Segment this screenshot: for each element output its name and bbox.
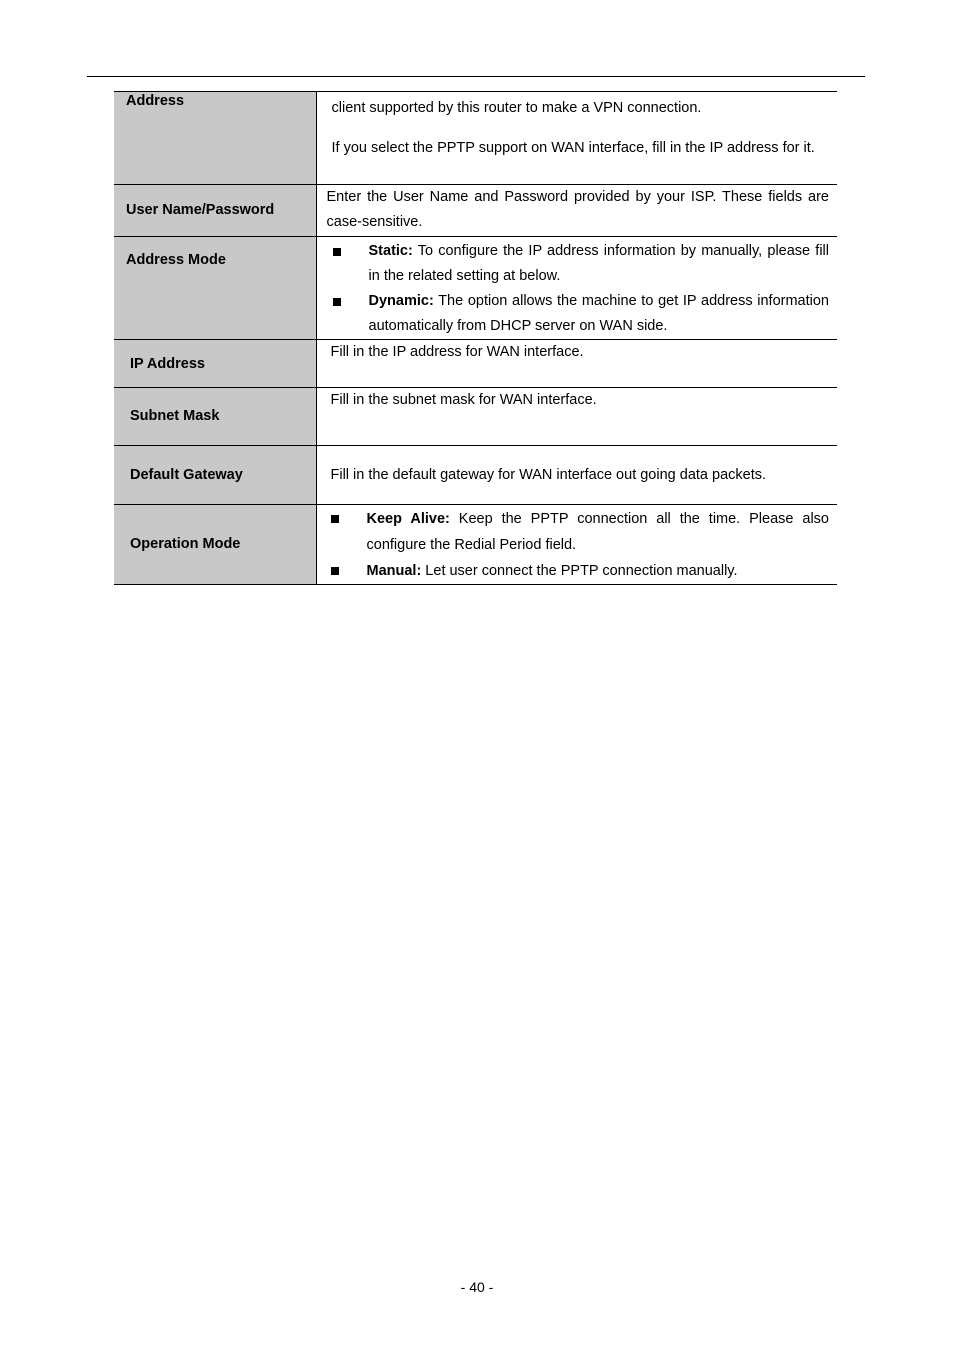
- param-desc-cell: [316, 446, 837, 505]
- param-desc-cell: [316, 185, 837, 237]
- param-desc-cell: [316, 388, 837, 446]
- bullet-term: Dynamic:: [368, 293, 434, 309]
- param-name: Address Mode: [126, 252, 226, 268]
- desc-paragraph: If you select the PPTP support on WAN interface, fill in the IP address for it.: [331, 140, 815, 156]
- param-name: Default Gateway: [130, 466, 243, 483]
- bullet-term: Manual:: [366, 563, 422, 579]
- table-row: [114, 92, 837, 185]
- table-row: [114, 388, 837, 446]
- param-name-cell: [114, 185, 316, 237]
- param-desc-cell: [316, 340, 837, 388]
- param-name-cell: [114, 340, 316, 388]
- bullet-item: [331, 239, 830, 289]
- param-name: Operation Mode: [130, 536, 241, 552]
- table-row: [114, 237, 837, 340]
- bullet-text: Let user connect the PPTP connection manually.: [421, 563, 738, 579]
- bullet-text: The option allows the machine to get IP address information automatically from DHCP server on WAN side.: [368, 293, 829, 334]
- param-name: IP Address: [130, 356, 205, 372]
- square-bullet-icon: [333, 298, 341, 306]
- table-row: [114, 446, 837, 505]
- param-desc-cell: [316, 237, 837, 340]
- desc-paragraph: Fill in the IP address for WAN interface.: [330, 344, 584, 360]
- table-row: [114, 340, 837, 388]
- param-desc-cell: [316, 505, 837, 585]
- table-row: [114, 505, 837, 585]
- square-bullet-icon: [331, 567, 339, 575]
- bullet-term: Static:: [368, 243, 413, 259]
- param-desc-cell: [316, 92, 837, 185]
- desc-paragraph: Fill in the default gateway for WAN interface out going data packets.: [330, 466, 767, 483]
- param-name-cell: [114, 446, 316, 505]
- param-name-cell: [114, 237, 316, 340]
- square-bullet-icon: [331, 515, 339, 523]
- bullet-item: [329, 506, 830, 558]
- desc-paragraph: Fill in the subnet mask for WAN interface.: [330, 392, 597, 408]
- param-name: Subnet Mask: [130, 408, 220, 424]
- param-name-cell: [114, 388, 316, 446]
- bullet-item: [331, 289, 830, 339]
- bullet-term: Keep Alive:: [366, 511, 450, 527]
- bullet-item: [329, 558, 830, 584]
- param-name-cell: [114, 92, 316, 185]
- bullet-text: To configure the IP address information by manually, please fill in the related setting at below.: [368, 243, 829, 284]
- table-row: [114, 185, 837, 237]
- desc-paragraph: Enter the User Name and Password provided by your ISP. These fields are case-sensitive.: [326, 189, 829, 230]
- param-name: User Name/Password: [126, 202, 275, 218]
- param-name-cell: [114, 505, 316, 585]
- bullet-text: Keep the PPTP connection all the time. Please also configure the Redial Period field.: [366, 511, 830, 553]
- param-name: Address: [126, 93, 185, 109]
- header-rule: [87, 76, 865, 77]
- page-number: - 40 -: [460, 1279, 494, 1295]
- square-bullet-icon: [333, 248, 341, 256]
- parameter-table: [114, 91, 837, 585]
- desc-paragraph: client supported by this router to make a VPN connection.: [331, 100, 702, 116]
